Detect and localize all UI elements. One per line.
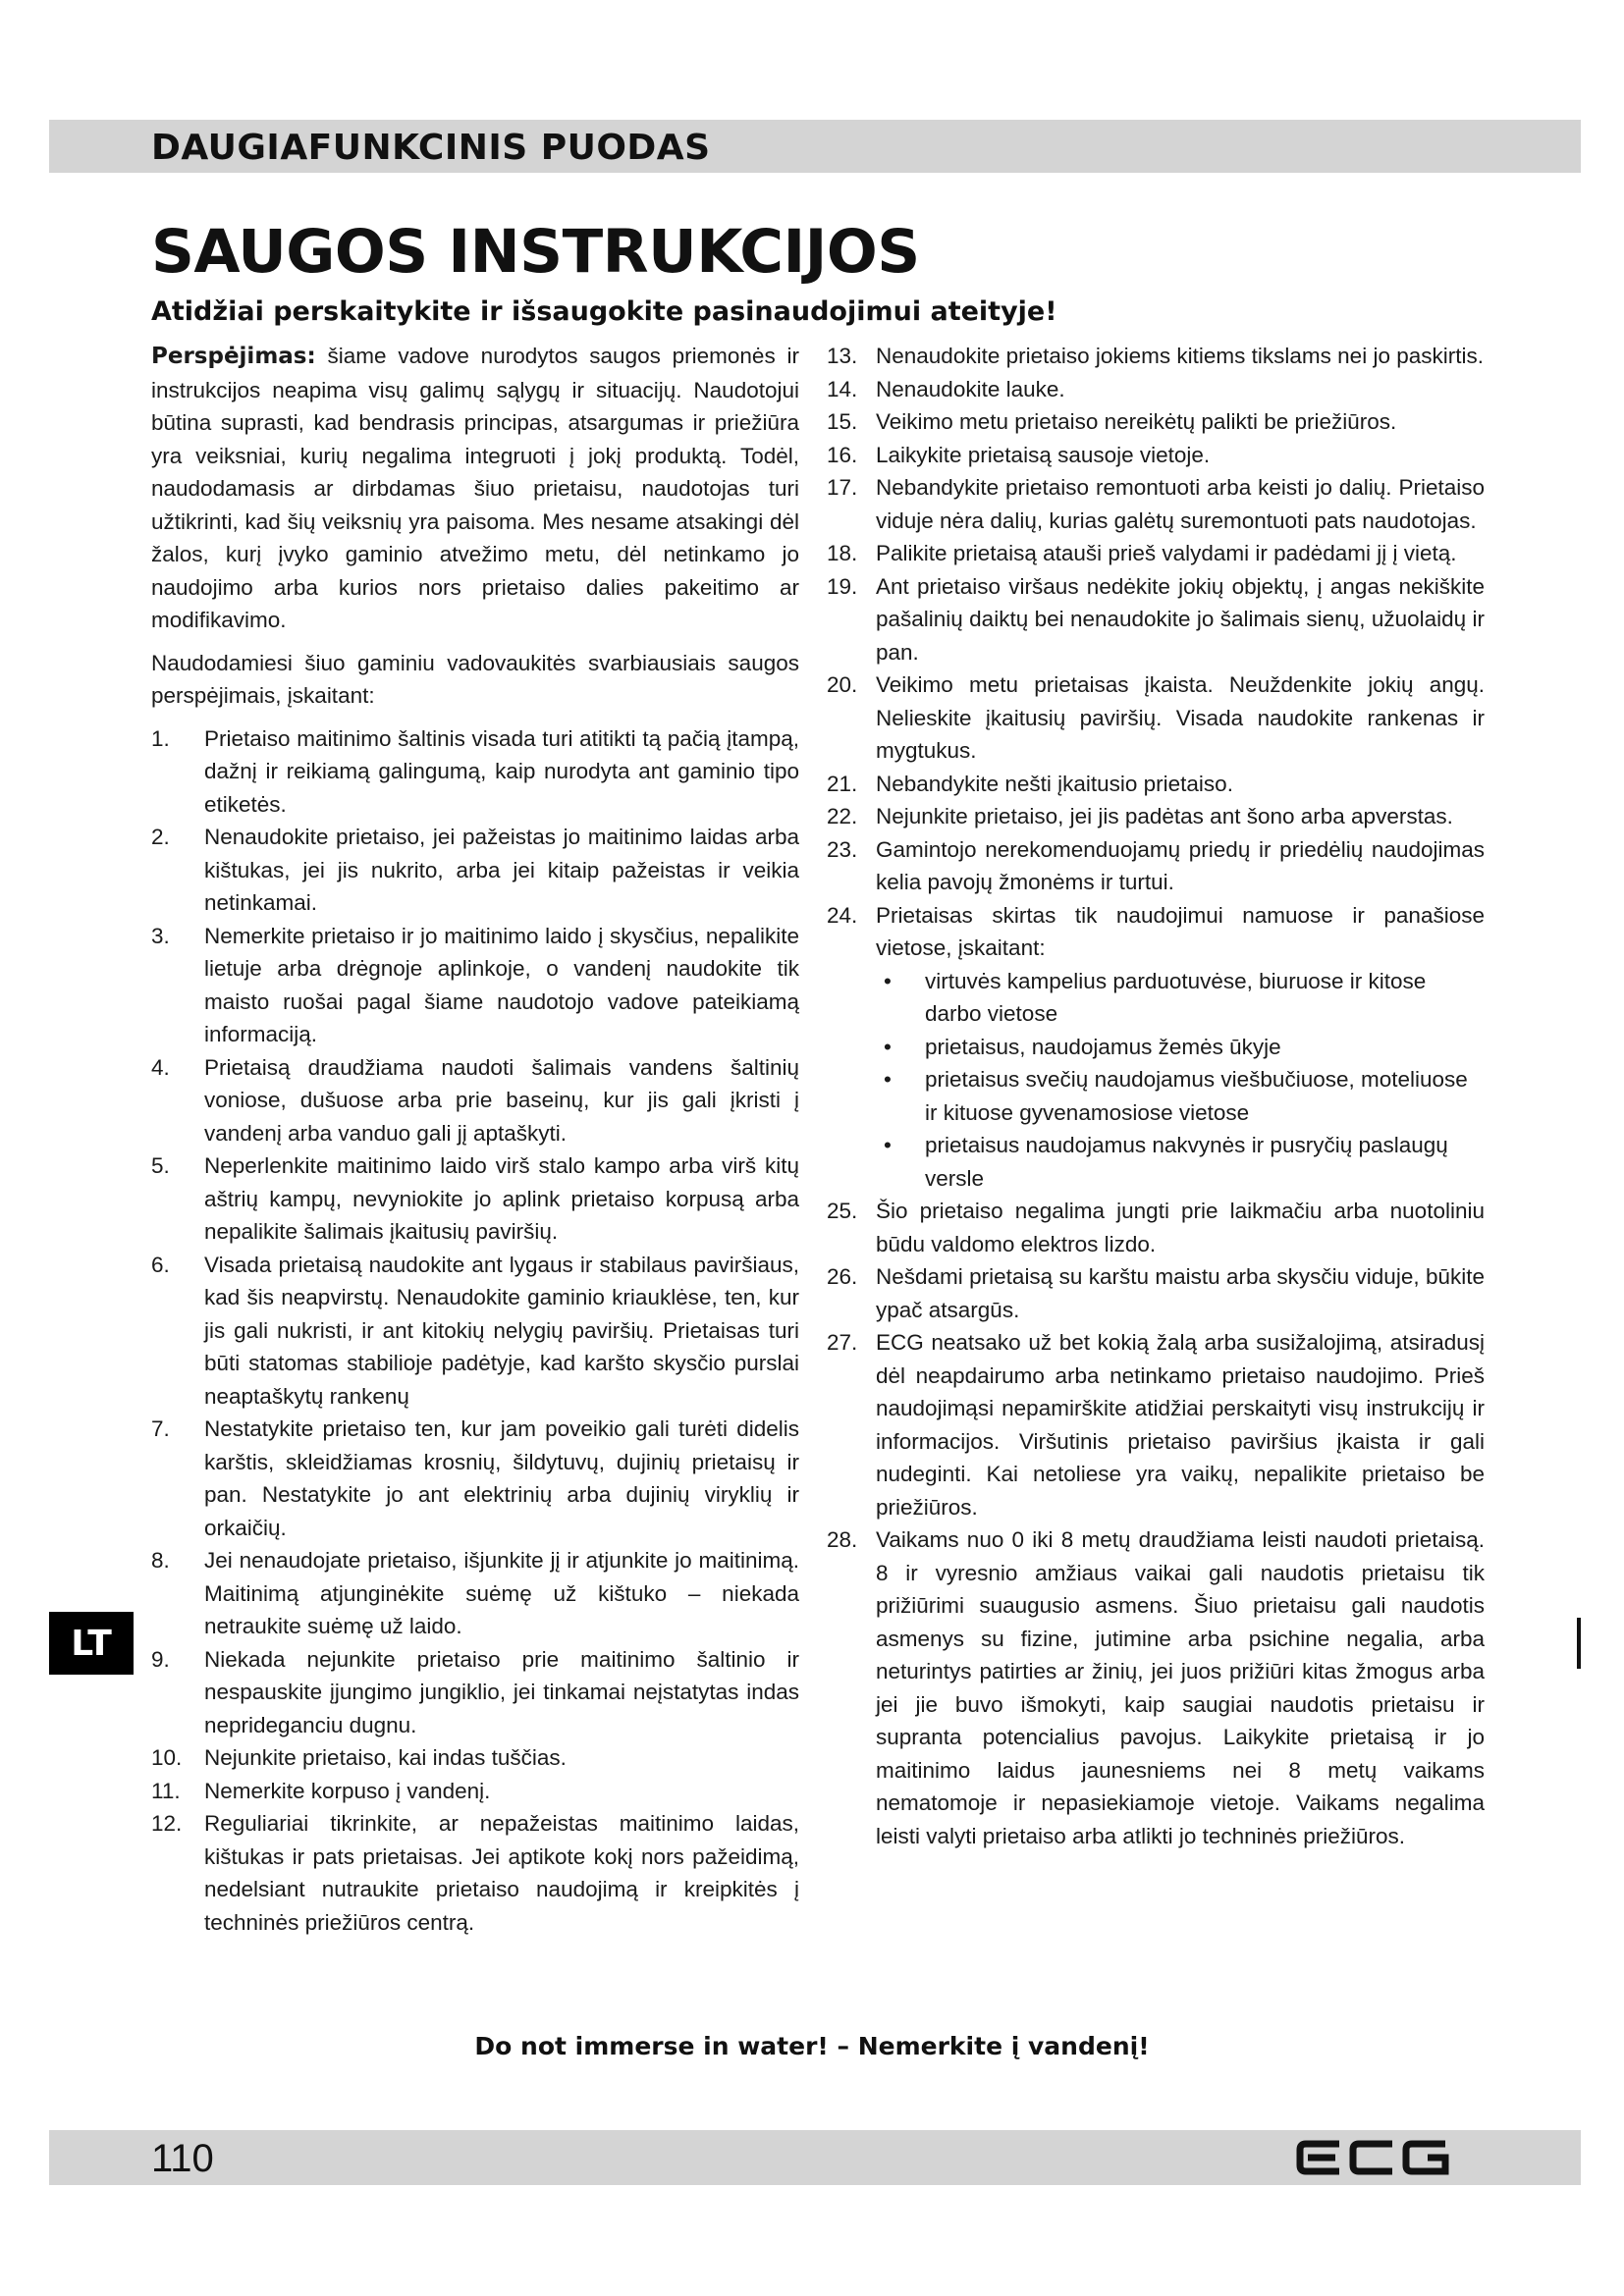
item-number: 9. (151, 1646, 170, 1672)
subtitle: Atidžiai perskaitykite ir išsaugokite pasinaudojimui ateityje! (151, 296, 1057, 327)
right-column (827, 340, 1485, 1852)
item-number: 8. (151, 1548, 170, 1573)
footer-bar (49, 2130, 1581, 2185)
item-number: 12. (151, 1811, 183, 1836)
item-number: 24. (827, 902, 858, 928)
safety-list-left (151, 722, 799, 1940)
list-item (151, 1249, 799, 1414)
item-number: 25. (827, 1199, 858, 1223)
item-number: 16. (827, 442, 858, 467)
list-item (827, 668, 1485, 768)
item-text: Nemerkite prietaiso ir jo maitinimo laido į skysčius, nepalikite lietuje arba drėgnoje aplinkoje, o vandenį naudokite tik maisto ruošai pagal šiame naudotojo vadove pateikiamą informaciją. (204, 923, 799, 1046)
list-item (151, 1807, 799, 1939)
item-text: Jei nenaudojate prietaiso, išjunkite jį ir atjunkite jo maitinimą. Maitinimą atjunginėkite suėmę už kištuko – niekada netraukite suėmę už laido. (204, 1548, 799, 1638)
item-text: Veikimo metu prietaiso nereikėtų palikti be priežiūros. (876, 409, 1397, 434)
warning-label: Perspėjimas: (151, 344, 316, 369)
item-text: Veikimo metu prietaisas įkaista. Neuždenkite jokių angų. Nelieskite įkaitusių paviršių. Visada naudokite rankenas ir mygtukus. (876, 672, 1485, 763)
item-number: 6. (151, 1252, 170, 1277)
page-title: SAUGOS INSTRUKCIJOS (151, 217, 920, 287)
left-column (151, 340, 799, 1939)
item-number: 21. (827, 771, 858, 796)
item-text: Neperlenkite maitinimo laido virš stalo kampo arba virš kitų aštrių kampų, nevyniokite jo aplink prietaiso korpusą arba nepalikite šalimais įkaitusių paviršių. (204, 1153, 799, 1244)
item-text: Šio prietaiso negalima jungti prie laikmačiu arba nuotoliniu būdu valdomo elektros lizdo. (876, 1199, 1485, 1256)
item-number: 15. (827, 409, 858, 434)
bullet-item: • virtuvės kampelius parduotuvėse, biuruose ir kitose darbo vietose (876, 965, 1485, 1031)
list-item (827, 570, 1485, 669)
item-number: 23. (827, 836, 858, 862)
item-number: 13. (827, 344, 858, 368)
list-item (827, 1260, 1485, 1326)
list-item (151, 1051, 799, 1150)
ecg-logo (1296, 2136, 1453, 2179)
list-item (827, 899, 1485, 1196)
item-text: Prietaiso maitinimo šaltinis visada turi atitikti tą pačią įtampą, dažnį ir reikiamą galingumą, kaip nurodyta ant gaminio tipo etiketės. (204, 725, 799, 817)
list-item (827, 1195, 1485, 1260)
list-item (151, 722, 799, 822)
item-number: 27. (827, 1330, 858, 1355)
warning-text: šiame vadove nurodytos saugos priemonės ir instrukcijos neapima visų galimų sąlygų ir situacijų. Naudotojui būtina suprasti, kad bendrasis principas, atsargumas ir priežiūra yra veiksniai, kurių negalima integruoti į jokį produktą. Todėl, naudodamasis ar dirbdamas šiuo prietaisu, naudotojas turi užtikrinti, kad šių veiksnių yra paisoma. Mes nesame atsakingi dėl žalos, kurį įvyko gaminio atvežimo metu, dėl netinkamo jo naudojimo arba kurios nors prietaiso dalies pakeitimo ar modifikavimo. (151, 344, 799, 632)
page-number: 110 (151, 2137, 214, 2180)
item-text: Nebandykite prietaiso remontuoti arba keisti jo dalių. Prietaiso viduje nėra dalių, kurias galėtų suremontuoti pats naudotojas. (876, 475, 1485, 533)
item-text: Niekada nejunkite prietaiso prie maitinimo šaltinio ir nespauskite įjungimo jungiklio, jei tinkamai neįstatytas indas neprideganciu dugnu. (204, 1646, 799, 1737)
language-tab: LT (49, 1612, 134, 1675)
item-text: Ant prietaiso viršaus nedėkite jokių objektų, į angas nekiškite pašalinių daiktų bei nenaudokite jo šalimais sienų, užuolaidų ir pan. (876, 573, 1485, 665)
item-number: 26. (827, 1264, 858, 1289)
item-text: Nešdami prietaisą su karštu maistu arba skysčiu viduje, būkite ypač atsargūs. (876, 1264, 1485, 1322)
item-text: Nenaudokite prietaiso jokiems kitiems tikslams nei jo paskirtis. (876, 344, 1484, 368)
item-number: 11. (151, 1778, 181, 1803)
item-text: Prietaisas skirtas tik naudojimui namuose ir panašiose vietose, įskaitant: (876, 902, 1485, 960)
item-number: 4. (151, 1054, 170, 1080)
list-item (827, 405, 1485, 439)
list-item (827, 373, 1485, 406)
safety-list-right (827, 340, 1485, 1852)
header-bar (49, 120, 1581, 173)
list-item (827, 1523, 1485, 1852)
item-number: 17. (827, 475, 858, 500)
item-text: Nejunkite prietaiso, jei jis padėtas ant šono arba apverstas. (876, 804, 1453, 828)
list-item (827, 833, 1485, 899)
intro-paragraph: Naudodamiesi šiuo gaminiu vadovaukitės svarbiausiais saugos perspėjimais, įskaitant: (151, 650, 799, 708)
item-text: Prietaisą draudžiama naudoti šalimais vandens šaltinių voniose, dušuose arba prie baseinų, kur jis gali įkristi į vandenį arba vanduo gali jį aptaškyti. (204, 1054, 799, 1146)
list-item (827, 471, 1485, 537)
list-item (151, 1741, 799, 1775)
list-item (151, 1544, 799, 1643)
item-24-sublist (876, 965, 1485, 1196)
item-number: 20. (827, 672, 858, 697)
item-number: 10. (151, 1745, 183, 1770)
item-text: ECG neatsako už bet kokią žalą arba susižalojimą, atsiradusį dėl neapdairumo arba netinkamo prietaiso naudojimo. Prieš naudojimąsi nepamirškite atidžiai perskaityti visų instrukcijų ir informacijos. Viršutinis prietaiso paviršius įkaista ir gali nudeginti. Kai netoliese yra vaikų, nepalikite prietaiso be priežiūros. (876, 1330, 1485, 1520)
item-text: Nemerkite korpuso į vandenį. (204, 1778, 491, 1803)
list-item (827, 537, 1485, 570)
item-text: Laikykite prietaisą sausoje vietoje. (876, 442, 1211, 467)
list-item (151, 1775, 799, 1808)
item-number: 7. (151, 1416, 170, 1441)
margin-marker (1577, 1618, 1581, 1669)
bullet-item: • prietaisus, naudojamus žemės ūkyje (876, 1031, 1485, 1064)
item-number: 14. (827, 376, 858, 401)
list-item (151, 1643, 799, 1742)
item-number: 19. (827, 573, 858, 599)
list-item (827, 439, 1485, 472)
item-number: 1. (151, 725, 170, 751)
item-text: Nejunkite prietaiso, kai indas tuščias. (204, 1745, 567, 1770)
item-number: 2. (151, 825, 170, 849)
item-text: Nebandykite nešti įkaitusio prietaiso. (876, 771, 1233, 796)
list-item (827, 768, 1485, 801)
item-text: Reguliariai tikrinkite, ar nepažeistas maitinimo laidas, kištukas ir pats prietaisas. Jei aptikote kokį nors pažeidimą, nedelsiant nutraukite prietaiso naudojimą ir kreipkitės į techninės priežiūros centrą. (204, 1811, 799, 1935)
item-text: Nenaudokite prietaiso, jei pažeistas jo maitinimo laidas arba kištukas, jei jis nukrito, arba jei kitaip pažeistas ir veikia netinkamai. (204, 825, 799, 915)
item-text: Nenaudokite lauke. (876, 376, 1065, 401)
bullet-item: • prietaisus svečių naudojamus viešbučiuose, moteliuose ir kituose gyvenamosiose vietose (876, 1063, 1485, 1129)
item-text: Nestatykite prietaiso ten, kur jam poveikio gali turėti didelis karštis, skleidžiamas krosnių, šildytuvų, dujinių prietaisų ir pan. Nestatykite jo ant elektrinių arba dujinių viryklių ir orkaičių. (204, 1416, 799, 1540)
warning-paragraph (151, 340, 799, 637)
list-item (827, 340, 1485, 373)
item-text: Vaikams nuo 0 iki 8 metų draudžiama leisti naudoti prietaisą. 8 ir vyresnio amžiaus vaikai gali naudotis prietaisu tik prižiūrimi suaugusio asmens. Šiuo prietaisu gali naudotis asmenys su fizine, jutimine arba psichine negalia, arba neturintys patirties ar žinių, jei juos prižiūri kitas žmogus arba jei jie buvo išmokyti, kaip saugiai naudotis prietaisu ir supranta potencialius pavojus. Laikykite prietaisą ir jo maitinimo laidus jaunesniems nei 8 metų vaikams nematomoje ir nepasiekiamoje vietoje. Vaikams negalima leisti valyti prietaiso arba atlikti jo techninės priežiūros. (876, 1527, 1485, 1848)
list-item (151, 920, 799, 1051)
item-number: 3. (151, 923, 170, 948)
list-item (827, 1326, 1485, 1523)
item-text: Palikite prietaisą atauši prieš valydami ir padėdami jį į vietą. (876, 541, 1457, 565)
bullet-item: • prietaisus naudojamus nakvynės ir pusryčių paslaugų versle (876, 1129, 1485, 1195)
item-number: 22. (827, 804, 858, 828)
item-text: Visada prietaisą naudokite ant lygaus ir stabilaus paviršiaus, kad šis neapvirstų. Nenaudokite gaminio kriauklėse, ten, kur jis gali nukristi, ir ant kitokių nelygių paviršių. Prietaisas turi būti statomas stabilioje padėtyje, kad karšto skysčio purslai neaptaškytų rankenų (204, 1252, 799, 1409)
list-item (151, 1149, 799, 1249)
item-number: 28. (827, 1527, 858, 1552)
item-text: Gamintojo nerekomenduojamų priedų ir priedėlių naudojimas kelia pavojų žmonėms ir turtui. (876, 836, 1485, 894)
header-title: DAUGIAFUNKCINIS PUODAS (151, 128, 711, 168)
item-number: 5. (151, 1153, 170, 1178)
list-item (151, 1413, 799, 1544)
item-number: 18. (827, 541, 858, 565)
list-item (827, 800, 1485, 833)
water-warning-note: Do not immerse in water! – Nemerkite į vandenį! (474, 2032, 1150, 2060)
list-item (151, 821, 799, 920)
